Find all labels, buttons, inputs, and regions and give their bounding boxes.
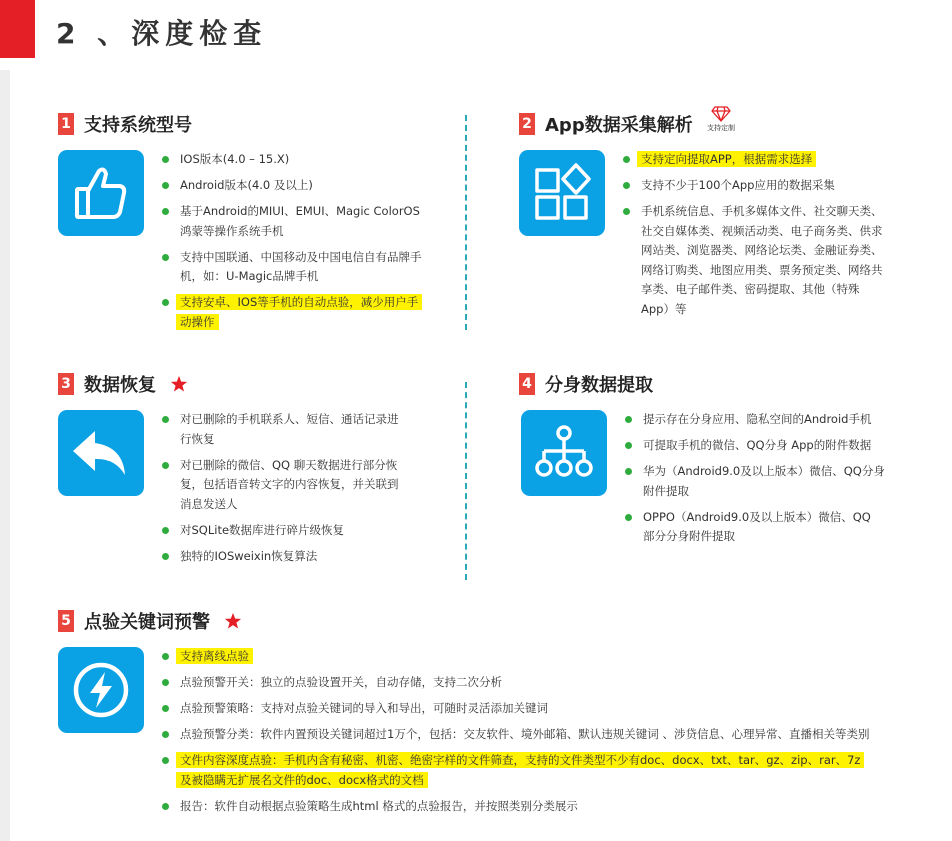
list-item: 点验预警分类：软件内置预设关键词超过1万个，包括：交友软件、境外邮箱、默认违规关键词 、涉贷信息、心理异常、直播相关等类别 bbox=[160, 725, 870, 745]
badge-caption: 支持定制 bbox=[707, 124, 735, 132]
section-bullet-list bbox=[621, 150, 883, 326]
section-keyword-alert bbox=[58, 609, 938, 841]
section-number: 2 bbox=[519, 113, 535, 135]
list-item: 支持安卓、IOS等手机的自动点验，减少用户手动操作 bbox=[160, 293, 422, 332]
section-number: 1 bbox=[58, 113, 74, 135]
lightning-icon bbox=[58, 647, 144, 733]
section-bullet-list bbox=[160, 647, 870, 823]
list-item: 支持离线点验 bbox=[160, 647, 870, 667]
list-item: 文件内容深度点验：手机内含有秘密、机密、绝密字样的文件筛查，支持的文件类型不少有doc、docx、txt、tar、gz、zip、rar、7z及被隐瞒无扩展名文件的doc、docx格式的文档 bbox=[160, 751, 870, 790]
list-item: Android版本(4.0 及以上) bbox=[160, 176, 422, 196]
list-item: 基于Android的MIUI、EMUI、Magic ColorOS鸿蒙等操作系统手机 bbox=[160, 202, 422, 241]
section-app-data bbox=[519, 112, 939, 342]
section-system-models bbox=[58, 112, 438, 342]
section-header bbox=[519, 112, 693, 136]
list-item: 提示存在分身应用、隐私空间的Android手机 bbox=[623, 410, 885, 430]
section-header bbox=[58, 372, 188, 396]
list-item: 独特的IOSweixin恢复算法 bbox=[160, 547, 408, 567]
title-accent-bar bbox=[0, 0, 35, 58]
list-item: IOS版本(4.0 – 15.X) bbox=[160, 150, 422, 170]
section-data-recovery bbox=[58, 372, 438, 582]
section-header bbox=[58, 112, 192, 136]
list-item: 对已删除的微信、QQ 聊天数据进行部分恢复，包括语音转文字的内容恢复，并关联到消息发送人 bbox=[160, 456, 408, 515]
section-bullet-list bbox=[623, 410, 885, 553]
section-bullet-list bbox=[160, 150, 422, 339]
list-item: 支持中国联通、中国移动及中国电信自有品牌手机，如：U-Magic品牌手机 bbox=[160, 248, 422, 287]
section-header bbox=[58, 609, 242, 633]
star-icon bbox=[170, 375, 188, 393]
thumbs-up-icon bbox=[58, 150, 144, 236]
side-gutter bbox=[0, 70, 10, 841]
list-item: 支持不少于100个App应用的数据采集 bbox=[621, 176, 883, 196]
list-item: 点验预警开关：独立的点验设置开关，自动存储，支持二次分析 bbox=[160, 673, 870, 693]
section-number: 3 bbox=[58, 373, 74, 395]
column-divider-middle bbox=[465, 382, 467, 580]
section-number: 4 bbox=[519, 373, 535, 395]
list-item: 报告：软件自动根据点验策略生成html 格式的点验报告，并按照类别分类展示 bbox=[160, 797, 870, 817]
page-title: 2 、深度检查 bbox=[56, 17, 268, 50]
diamond-icon bbox=[711, 106, 731, 122]
custom-support-badge bbox=[707, 106, 735, 133]
list-item: 华为（Android9.0及以上版本）微信、QQ分身附件提取 bbox=[623, 462, 885, 501]
section-header bbox=[519, 372, 653, 396]
list-item: 支持定向提取APP，根据需求选择 bbox=[621, 150, 883, 170]
list-item: 对已删除的手机联系人、短信、通话记录进行恢复 bbox=[160, 410, 408, 449]
section-title: 点验关键词预警 bbox=[84, 612, 210, 633]
section-title: 数据恢复 bbox=[84, 375, 156, 396]
list-item: 可提取手机的微信、QQ分身 App的附件数据 bbox=[623, 436, 885, 456]
hierarchy-icon bbox=[521, 410, 607, 496]
section-bullet-list bbox=[160, 410, 408, 573]
column-divider-top bbox=[465, 115, 467, 330]
section-number: 5 bbox=[58, 610, 74, 632]
list-item: OPPO（Android9.0及以上版本）微信、QQ 部分分身附件提取 bbox=[623, 508, 885, 547]
list-item: 对SQLite数据库进行碎片级恢复 bbox=[160, 521, 408, 541]
list-item: 点验预警策略：支持对点验关键词的导入和导出，可随时灵活添加关键词 bbox=[160, 699, 870, 719]
section-title: 支持系统型号 bbox=[84, 115, 192, 136]
apps-grid-icon bbox=[519, 150, 605, 236]
section-clone-data bbox=[519, 372, 939, 592]
star-icon bbox=[224, 612, 242, 630]
list-item: 手机系统信息、手机多媒体文件、社交聊天类、社交自媒体类、视频活动类、电子商务类、供求网站类、浏览器类、网络论坛类、金融证券类、网络订购类、地图应用类、票务预定类、网络共享类、电子邮件类、密码提取、其他（特殊App）等 bbox=[621, 202, 883, 319]
section-title: App数据采集解析 bbox=[545, 115, 693, 136]
reply-arrow-icon bbox=[58, 410, 144, 496]
section-title: 分身数据提取 bbox=[545, 375, 653, 396]
